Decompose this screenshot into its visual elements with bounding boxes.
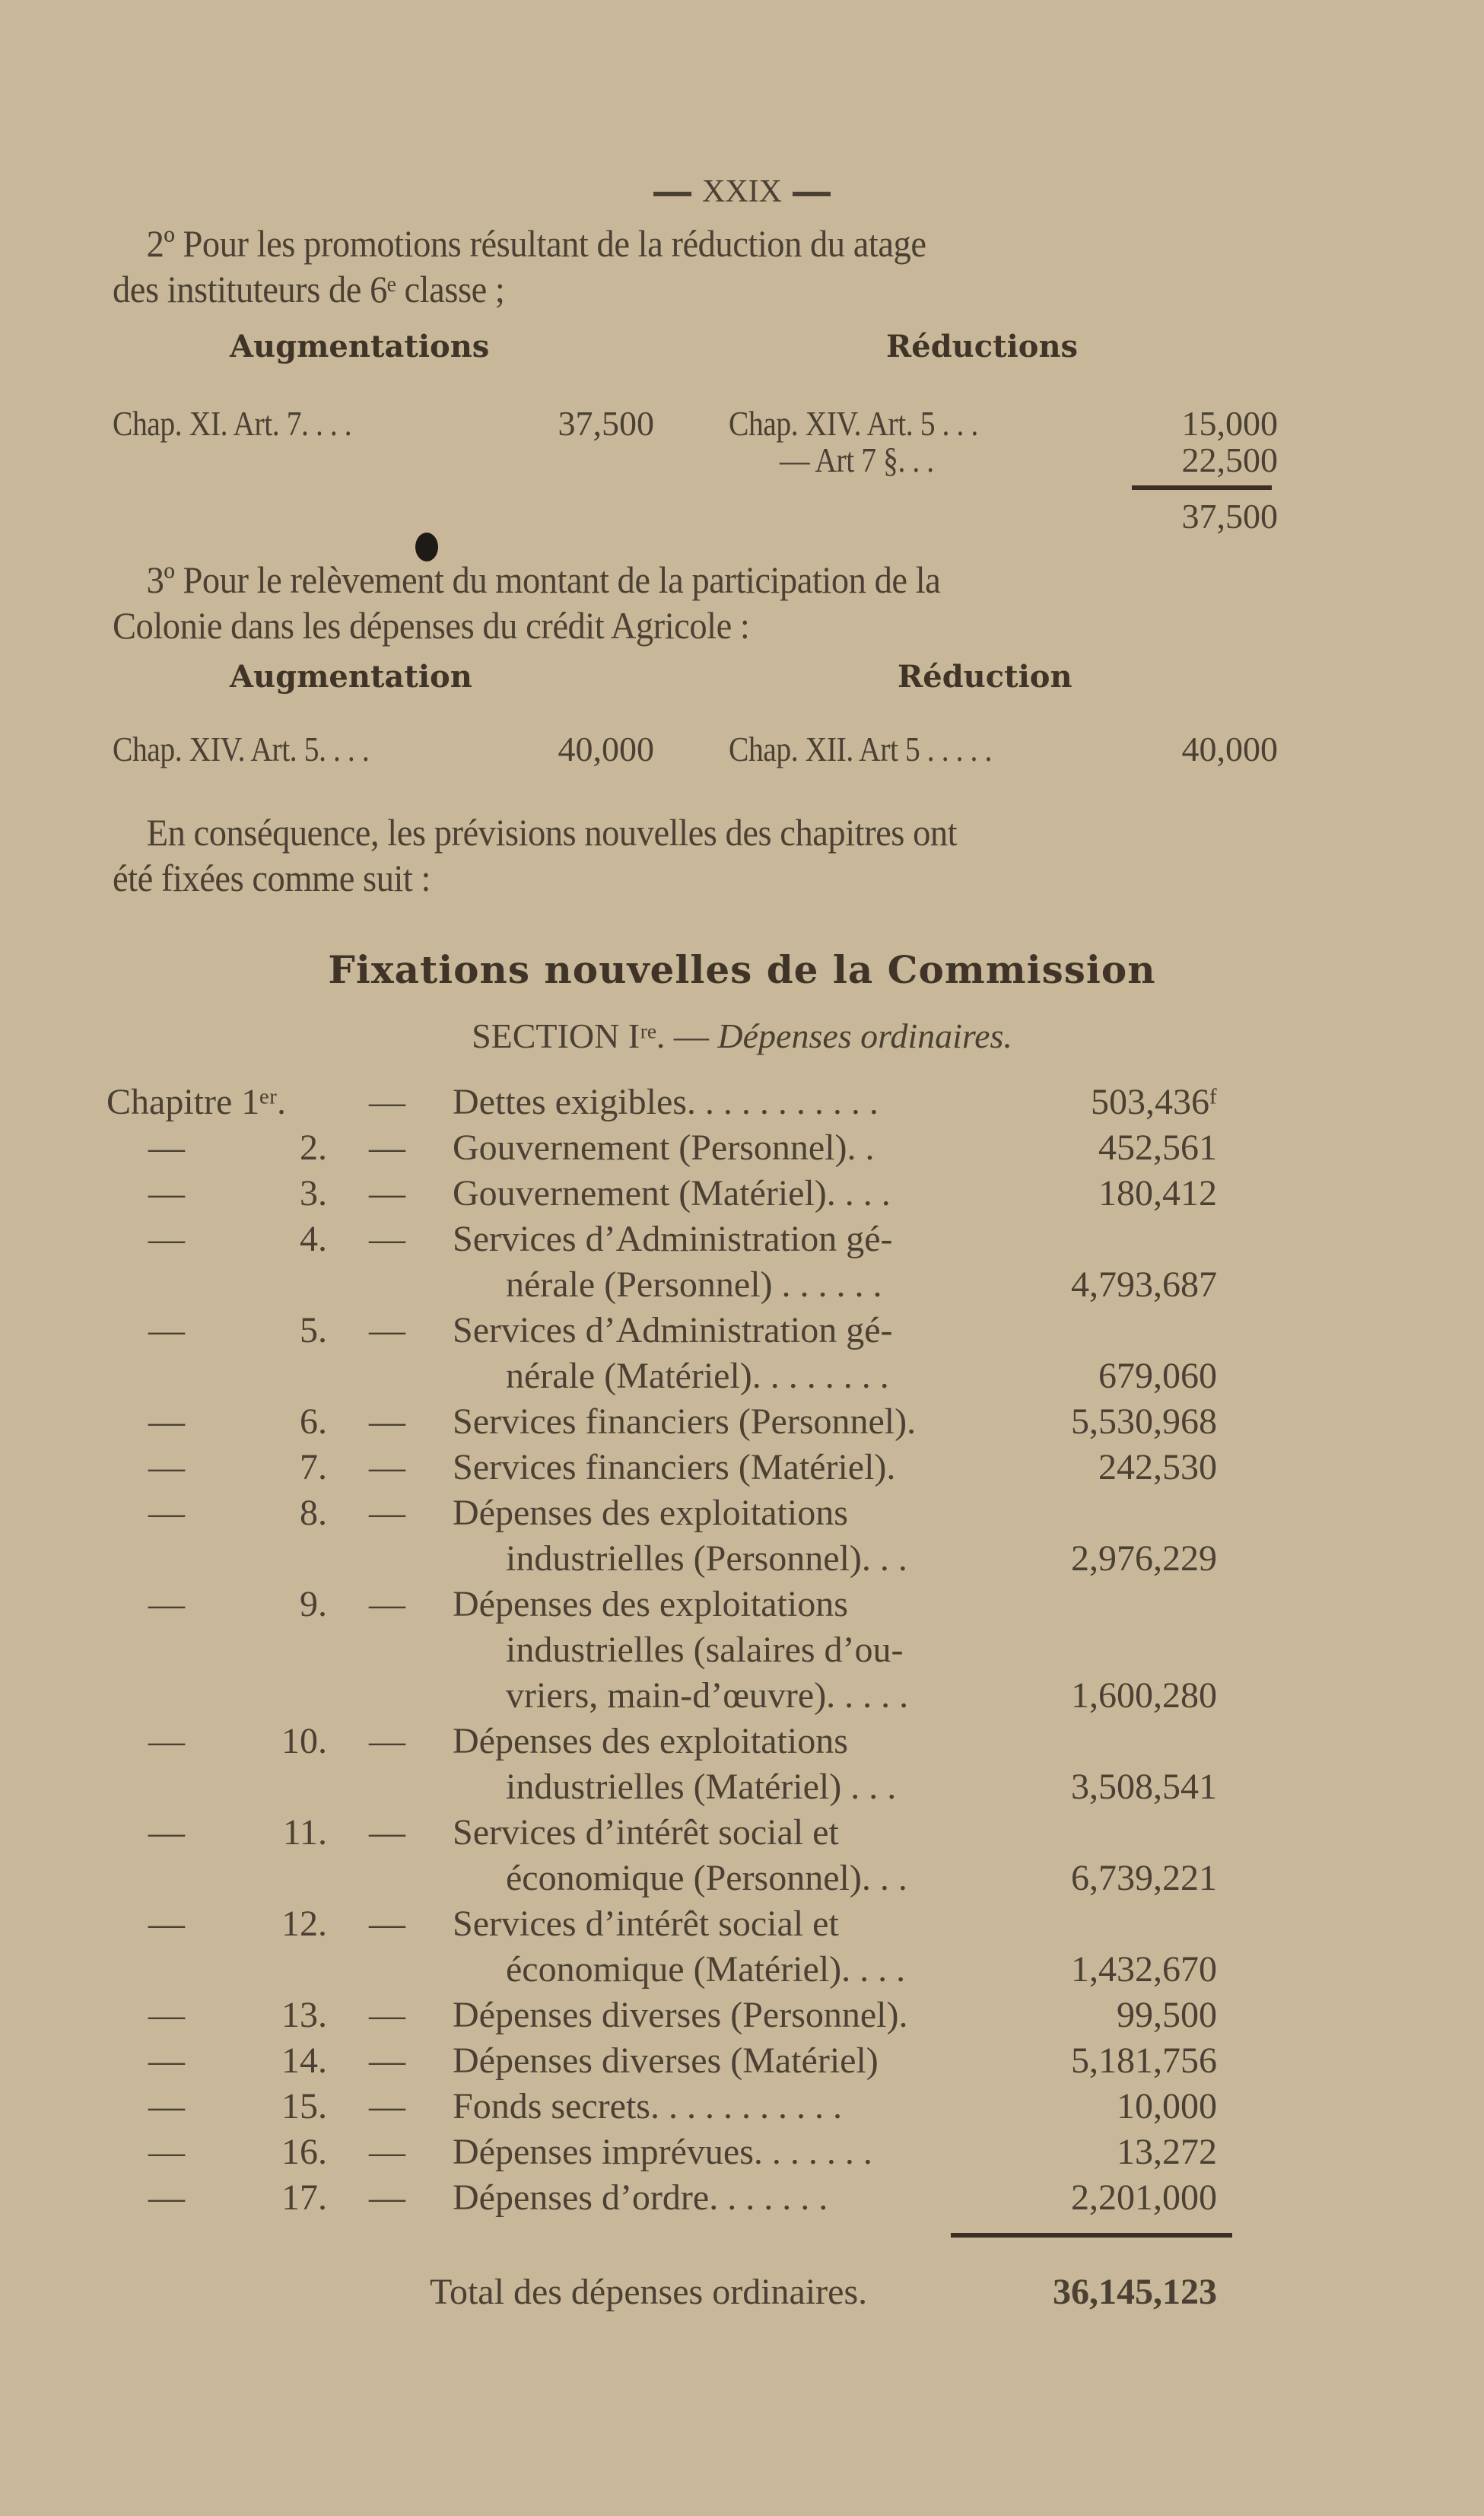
chapter-number: 5. <box>300 1310 327 1350</box>
chapter-amount: 10,000 <box>1117 2086 1217 2126</box>
section-heading <box>0 1016 1484 1056</box>
reductions-total: 37,500 <box>1181 497 1278 536</box>
ditto-dash: — <box>148 2040 185 2081</box>
chapter-row <box>106 1993 1217 2037</box>
chapter-amount: 180,412 <box>1098 1173 1217 1213</box>
total-amount: 36,145,123 <box>1053 2272 1217 2312</box>
chapter-row <box>106 1811 1217 1855</box>
reduction-line-amount: 40,000 <box>1181 730 1278 768</box>
sum-rule <box>1132 485 1272 490</box>
chapter-label: vriers, main-d’œuvre). . . . . <box>506 1675 909 1716</box>
chapter-label: Dépenses des exploitations <box>453 1721 848 1761</box>
chapter-prefix: Chapitre 1ᵉʳ. <box>106 1082 287 1122</box>
chapter-amount: 13,272 <box>1117 2132 1217 2172</box>
paragraph-line: Colonie dans les dépenses du crédit Agricole : <box>113 604 750 647</box>
separator-dash: — <box>369 2132 405 2172</box>
ditto-dash: — <box>148 1584 185 1624</box>
chapter-amount: 5,530,968 <box>1071 1401 1217 1442</box>
chapter-amount: 242,530 <box>1098 1447 1217 1487</box>
separator-dash: — <box>369 2086 405 2126</box>
separator-dash: — <box>369 1904 405 1944</box>
separator-dash: — <box>369 2040 405 2081</box>
fixations-title: Fixations nouvelles de la Commission <box>328 947 1156 992</box>
chapter-amount: 5,181,756 <box>1071 2040 1217 2081</box>
ditto-dash: — <box>148 1721 185 1761</box>
chapter-row <box>106 2085 1217 2129</box>
paragraph-line: été fixées comme suit : <box>113 857 431 899</box>
chapter-number: 6. <box>300 1401 327 1442</box>
section-subtitle: Dépenses ordinaires. <box>717 1016 1012 1055</box>
chapter-number: 10. <box>281 1721 327 1761</box>
chapter-row <box>106 1172 1217 1216</box>
ditto-dash: — <box>148 1447 185 1487</box>
chapter-number: 13. <box>281 1995 327 2035</box>
separator-dash: — <box>369 1219 405 1259</box>
chapter-number: 9. <box>300 1584 327 1624</box>
chapter-label: Dépenses imprévues. . . . . . . <box>453 2132 872 2172</box>
chapter-number: 12. <box>281 1904 327 1944</box>
separator-dash: — <box>369 1173 405 1213</box>
paragraph-line: 2º Pour les promotions résultant de la réduction du atage <box>146 222 926 265</box>
augmentation-heading: Augmentation <box>230 659 472 695</box>
chapter-amount: 452,561 <box>1098 1128 1217 1168</box>
chapter-label: Services financiers (Personnel). <box>453 1401 917 1442</box>
total-row <box>430 2271 867 2313</box>
paragraph-section-3 <box>113 557 1276 648</box>
chapter-number: 7. <box>300 1447 327 1487</box>
chapter-row-continuation <box>106 1263 1217 1307</box>
chapter-number: 15. <box>281 2086 327 2126</box>
total-label: Total des dépenses ordinaires. <box>430 2272 868 2312</box>
chapter-row <box>106 1491 1217 1535</box>
paragraph-line: En conséquence, les prévisions nouvelles des chapitres ont <box>146 811 958 854</box>
augmentation-line-amount: 40,000 <box>558 730 654 768</box>
chapter-label: Services d’Administration gé- <box>453 1219 893 1259</box>
page-number-text: XXIX <box>702 174 782 209</box>
chapter-amount: 1,432,670 <box>1071 1949 1217 1990</box>
chapter-amount: 2,201,000 <box>1071 2177 1217 2218</box>
reduction-line-label: — Art 7 §. . . <box>780 441 934 479</box>
separator-dash: — <box>369 1995 405 2035</box>
ditto-dash: — <box>148 1219 185 1259</box>
chapter-row-continuation <box>106 1765 1217 1809</box>
chapter-label: Services d’intérêt social et <box>453 1812 839 1853</box>
chapter-row <box>106 1400 1217 1444</box>
chapter-amount: 679,060 <box>1098 1356 1217 1396</box>
separator-dash: — <box>369 1721 405 1761</box>
chapter-row <box>106 1719 1217 1764</box>
reduction-line-label: Chap. XIV. Art. 5 . . . <box>729 404 978 443</box>
reduction-line-amount: 22,500 <box>1181 441 1278 479</box>
chapter-amount: 1,600,280 <box>1071 1675 1217 1716</box>
chapter-amount: 3,508,541 <box>1071 1767 1217 1807</box>
separator-dash: — <box>369 2177 405 2218</box>
chapter-label: Dépenses des exploitations <box>453 1584 848 1624</box>
chapter-row <box>106 1902 1217 1946</box>
dash-decoration <box>653 192 691 196</box>
separator-dash: — <box>369 1082 405 1122</box>
chapter-row-continuation <box>106 1628 1217 1672</box>
chapter-row <box>106 1217 1217 1261</box>
augmentation-line-label: Chap. XIV. Art. 5. . . . <box>113 730 370 768</box>
paragraph-section-2 <box>113 221 1276 312</box>
chapter-label: Dépenses diverses (Personnel). <box>453 1995 908 2035</box>
separator-dash: — <box>369 1401 405 1442</box>
augmentations-heading: Augmentations <box>230 329 490 364</box>
chapter-label: Dépenses d’ordre. . . . . . . <box>453 2177 828 2218</box>
chapter-row-continuation <box>106 1674 1217 1718</box>
chapter-row-continuation <box>106 1948 1217 1992</box>
chapter-row <box>106 1080 1217 1124</box>
ditto-dash: — <box>148 1173 185 1213</box>
chapter-row <box>106 2039 1217 2083</box>
chapter-label: Services d’intérêt social et <box>453 1904 839 1944</box>
chapter-number: 17. <box>281 2177 327 2218</box>
section-label: SECTION Iʳᵉ. — <box>472 1016 718 1055</box>
separator-dash: — <box>369 1812 405 1853</box>
chapter-label: Services financiers (Matériel). <box>453 1447 896 1487</box>
chapter-row-continuation <box>106 1354 1217 1398</box>
chapter-label: Gouvernement (Personnel). . <box>453 1128 875 1168</box>
chapter-label: Services d’Administration gé- <box>453 1310 893 1350</box>
chapter-row <box>106 2176 1217 2220</box>
chapter-number: 14. <box>281 2040 327 2081</box>
chapter-label: économique (Matériel). . . . <box>506 1949 906 1990</box>
chapter-amount: 4,793,687 <box>1071 1264 1217 1305</box>
chapter-number: 2. <box>300 1128 327 1168</box>
chapter-row-continuation <box>106 1856 1217 1901</box>
separator-dash: — <box>369 1310 405 1350</box>
chapter-number: 11. <box>282 1812 327 1853</box>
chapter-row <box>106 1446 1217 1490</box>
chapter-row <box>106 2130 1217 2174</box>
chapter-row-continuation <box>106 1537 1217 1581</box>
chapter-label: nérale (Personnel) . . . . . . <box>506 1264 882 1305</box>
page-number <box>0 173 1484 210</box>
chapter-label: industrielles (salaires d’ou- <box>506 1630 904 1670</box>
paragraph-conclusion <box>113 810 1276 901</box>
chapter-number: 3. <box>300 1173 327 1213</box>
chapter-row <box>106 1582 1217 1627</box>
chapter-label: nérale (Matériel). . . . . . . . <box>506 1356 889 1396</box>
reductions-heading: Réductions <box>886 329 1079 364</box>
chapter-label: industrielles (Matériel) . . . <box>506 1767 897 1807</box>
augmentation-line-amount: 37,500 <box>558 404 654 443</box>
ditto-dash: — <box>148 2086 185 2126</box>
chapter-amount: 503,436ᶠ <box>1090 1082 1217 1122</box>
dash-decoration <box>793 192 831 196</box>
ditto-dash: — <box>148 1401 185 1442</box>
chapter-label: Dettes exigibles. . . . . . . . . . . <box>453 1082 879 1122</box>
ditto-dash: — <box>148 2132 185 2172</box>
chapter-row <box>106 1309 1217 1353</box>
ditto-dash: — <box>148 1128 185 1168</box>
chapter-amount: 99,500 <box>1117 1995 1217 2035</box>
ditto-dash: — <box>148 1493 185 1533</box>
ditto-dash: — <box>148 1995 185 2035</box>
chapter-label: économique (Personnel). . . <box>506 1858 907 1898</box>
chapter-amount: 2,976,229 <box>1071 1538 1217 1579</box>
chapter-number: 16. <box>281 2132 327 2172</box>
chapter-label: industrielles (Personnel). . . <box>506 1538 907 1579</box>
reduction-line-amount: 15,000 <box>1181 404 1278 443</box>
reduction-line-label: Chap. XII. Art 5 . . . . . <box>729 730 992 768</box>
separator-dash: — <box>369 1493 405 1533</box>
separator-dash: — <box>369 1447 405 1487</box>
total-rule <box>951 2233 1232 2238</box>
chapter-label: Dépenses diverses (Matériel) <box>453 2040 879 2081</box>
separator-dash: — <box>369 1128 405 1168</box>
paragraph-line: des instituteurs de 6ᵉ classe ; <box>113 268 505 310</box>
chapter-amount: 6,739,221 <box>1071 1858 1217 1898</box>
ditto-dash: — <box>148 1310 185 1350</box>
chapter-label: Fonds secrets. . . . . . . . . . . <box>453 2086 842 2126</box>
separator-dash: — <box>369 1584 405 1624</box>
chapter-row <box>106 1126 1217 1170</box>
paragraph-line: 3º Pour le relèvement du montant de la participation de la <box>146 558 941 601</box>
ditto-dash: — <box>148 1904 185 1944</box>
chapter-label: Dépenses des exploitations <box>453 1493 848 1533</box>
chapter-label: Gouvernement (Matériel). . . . <box>453 1173 891 1213</box>
ditto-dash: — <box>148 1812 185 1853</box>
chapter-number: 8. <box>300 1493 327 1533</box>
chapter-number: 4. <box>300 1219 327 1259</box>
augmentation-line-label: Chap. XI. Art. 7. . . . <box>113 404 352 443</box>
ditto-dash: — <box>148 2177 185 2218</box>
reduction-heading: Réduction <box>898 659 1072 695</box>
